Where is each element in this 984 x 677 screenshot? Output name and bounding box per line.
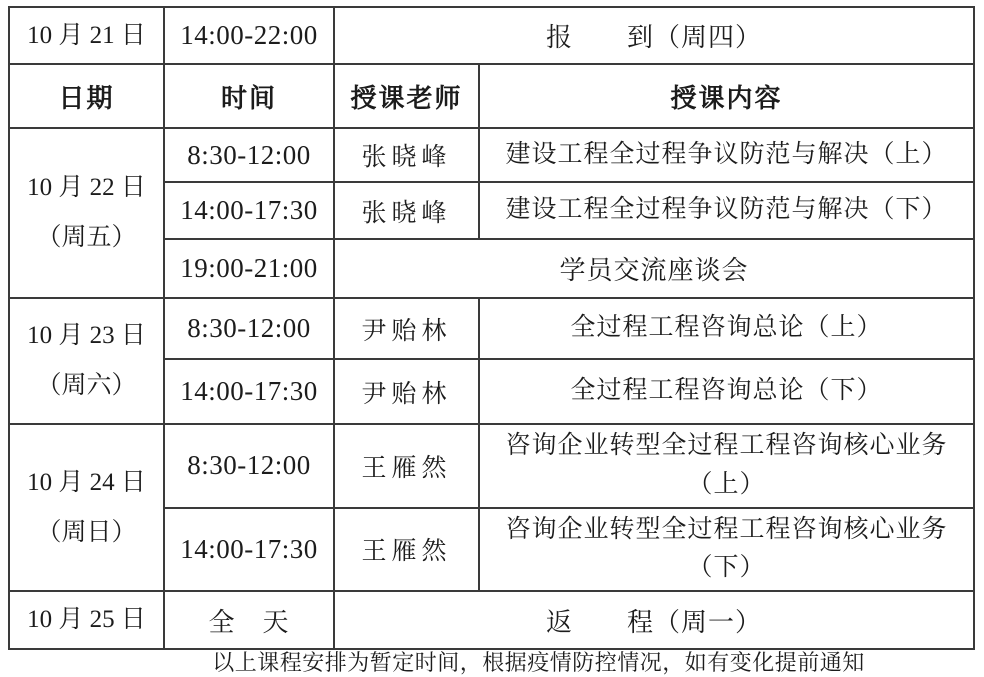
day1-session1-content: 建设工程全过程争议防范与解决（上） — [479, 128, 974, 182]
day1-session1-time: 8:30-12:00 — [164, 128, 334, 182]
day1-session1-teacher: 张晓峰 — [334, 128, 479, 182]
day2-session1-time: 8:30-12:00 — [164, 298, 334, 359]
checkin-row — [9, 7, 974, 64]
day3-date-line2: （周日） — [36, 518, 137, 546]
day2-date-cell — [9, 298, 164, 424]
day2-date-line1: 10 月 23 日 — [27, 322, 146, 350]
day1-session3-event: 学员交流座谈会 — [334, 239, 974, 298]
checkin-event: 报 到（周四） — [334, 7, 974, 64]
day2-session2-time: 14:00-17:30 — [164, 359, 334, 424]
checkin-time: 14:00-22:00 — [164, 7, 334, 64]
day2-session2-teacher: 尹贻林 — [334, 359, 479, 424]
day2-session1-teacher: 尹贻林 — [334, 298, 479, 359]
day1-date-line2: （周五） — [36, 224, 137, 251]
day3-date-cell — [9, 424, 164, 591]
day3-session1-time: 8:30-12:00 — [164, 424, 334, 508]
day3-session1-row — [9, 424, 974, 508]
day2-session1-content: 全过程工程咨询总论（上） — [479, 298, 974, 359]
day2-session2-content: 全过程工程咨询总论（下） — [479, 359, 974, 424]
day2-date-line2: （周六） — [36, 372, 137, 399]
header-date: 日期 — [9, 64, 164, 128]
header-teacher: 授课老师 — [334, 64, 479, 128]
day3-session2-content: 咨询企业转型全过程工程咨询核心业务（下） — [479, 508, 974, 592]
day1-session3-time: 19:00-21:00 — [164, 239, 334, 298]
day1-session2-time: 14:00-17:30 — [164, 182, 334, 239]
day1-date-line1: 10 月 22 日 — [27, 174, 146, 202]
header-content: 授课内容 — [479, 64, 974, 128]
day3-session2-teacher: 王雁然 — [334, 508, 479, 592]
day3-session1-teacher: 王雁然 — [334, 424, 479, 508]
day1-date-cell — [9, 128, 164, 298]
day1-session2-content: 建设工程全过程争议防范与解决（下） — [479, 182, 974, 239]
day1-session2-teacher: 张晓峰 — [334, 182, 479, 239]
day3-session2-time: 14:00-17:30 — [164, 508, 334, 592]
return-row — [9, 591, 974, 649]
day1-session1-row — [9, 128, 974, 182]
checkin-date: 10 月 21 日 — [9, 7, 164, 64]
return-event: 返 程（周一） — [334, 591, 974, 649]
day2-session1-row — [9, 298, 974, 359]
course-schedule-table — [8, 6, 975, 650]
return-time: 全 天 — [164, 591, 334, 649]
return-date: 10 月 25 日 — [9, 591, 164, 649]
day3-date-line1: 10 月 24 日 — [27, 468, 146, 496]
day3-session1-content: 咨询企业转型全过程工程咨询核心业务（上） — [479, 424, 974, 508]
schedule-footnote: 以上课程安排为暂定时间，根据疫情防控情况，如有变化提前通知 — [212, 650, 865, 675]
header-time: 时间 — [164, 64, 334, 128]
header-row — [9, 64, 974, 128]
